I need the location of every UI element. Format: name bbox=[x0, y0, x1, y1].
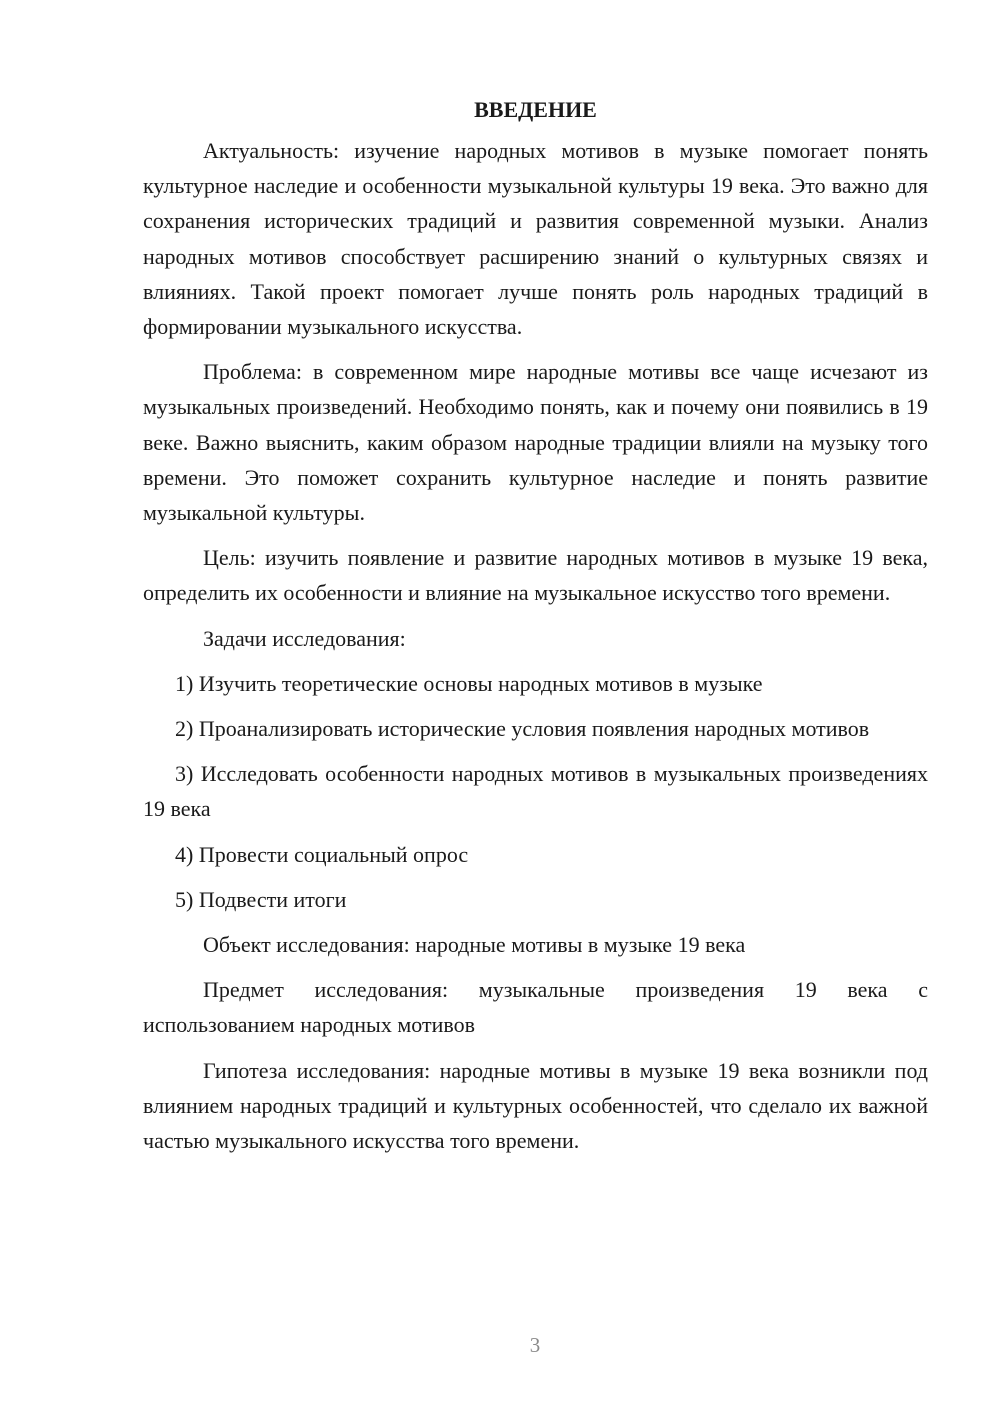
spacer bbox=[143, 872, 928, 882]
spacer bbox=[143, 701, 928, 711]
spacer bbox=[143, 827, 928, 837]
subject-paragraph: Предмет исследования: музыкальные произведения 19 века с использованием народных мотивов bbox=[143, 977, 928, 1038]
spacer bbox=[143, 1043, 928, 1053]
task-item-4: 4) Провести социальный опрос bbox=[175, 841, 469, 867]
object-paragraph: Объект исследования: народные мотивы в музыке 19 века bbox=[203, 932, 746, 958]
spacer bbox=[143, 530, 928, 540]
tasks-heading: Задачи исследования: bbox=[203, 625, 406, 651]
problem-paragraph: Проблема: в современном мире народные мотивы все чаще исчезают из музыкальных произведений. Необходимо понять, как и почему они появились в 19 веке. Важно выяснить, каким образом народные традиции влияли на музыку того времени. Это поможет сохранить культурное наследие и понять развитие музыкальной культуры. bbox=[143, 359, 928, 526]
hypothesis-paragraph: Гипотеза исследования: народные мотивы в музыке 19 века возникли под влиянием народных традиций и культурных особенностей, что сделало их важной частью музыкального искусства того времени. bbox=[143, 1057, 928, 1154]
task-item-2: 2) Проанализировать исторические условия появления народных мотивов bbox=[175, 716, 870, 742]
goal-paragraph: Цель: изучить появление и развитие народных мотивов в музыке 19 века, определить их особенности и влияние на музыкальное искусство того времени. bbox=[143, 545, 928, 606]
task-item-3: 3) Исследовать особенности народных мотивов в музыкальных произведениях 19 века bbox=[143, 761, 928, 822]
task-item-5: 5) Подвести итоги bbox=[175, 886, 347, 912]
spacer bbox=[143, 962, 928, 972]
spacer bbox=[143, 917, 928, 927]
relevance-paragraph: Актуальность: изучение народных мотивов в музыке помогает понять культурное наследие и особенности музыкальной культуры 19 века. Это важно для сохранения исторических традиций и развития современной музыки. Анализ народных мотивов способствует расширению знаний о культурных связях и влияниях. Такой проект помогает лучше понять роль народных традиций в формировании музыкального искусства. bbox=[143, 138, 928, 340]
section-title: ВВЕДЕНИЕ bbox=[474, 97, 597, 122]
spacer bbox=[143, 746, 928, 756]
spacer bbox=[143, 611, 928, 621]
document-page bbox=[143, 92, 928, 1158]
spacer bbox=[143, 656, 928, 666]
task-item-1: 1) Изучить теоретические основы народных мотивов в музыке bbox=[175, 670, 763, 696]
page-number: 3 bbox=[529, 1333, 541, 1357]
spacer bbox=[143, 344, 928, 354]
